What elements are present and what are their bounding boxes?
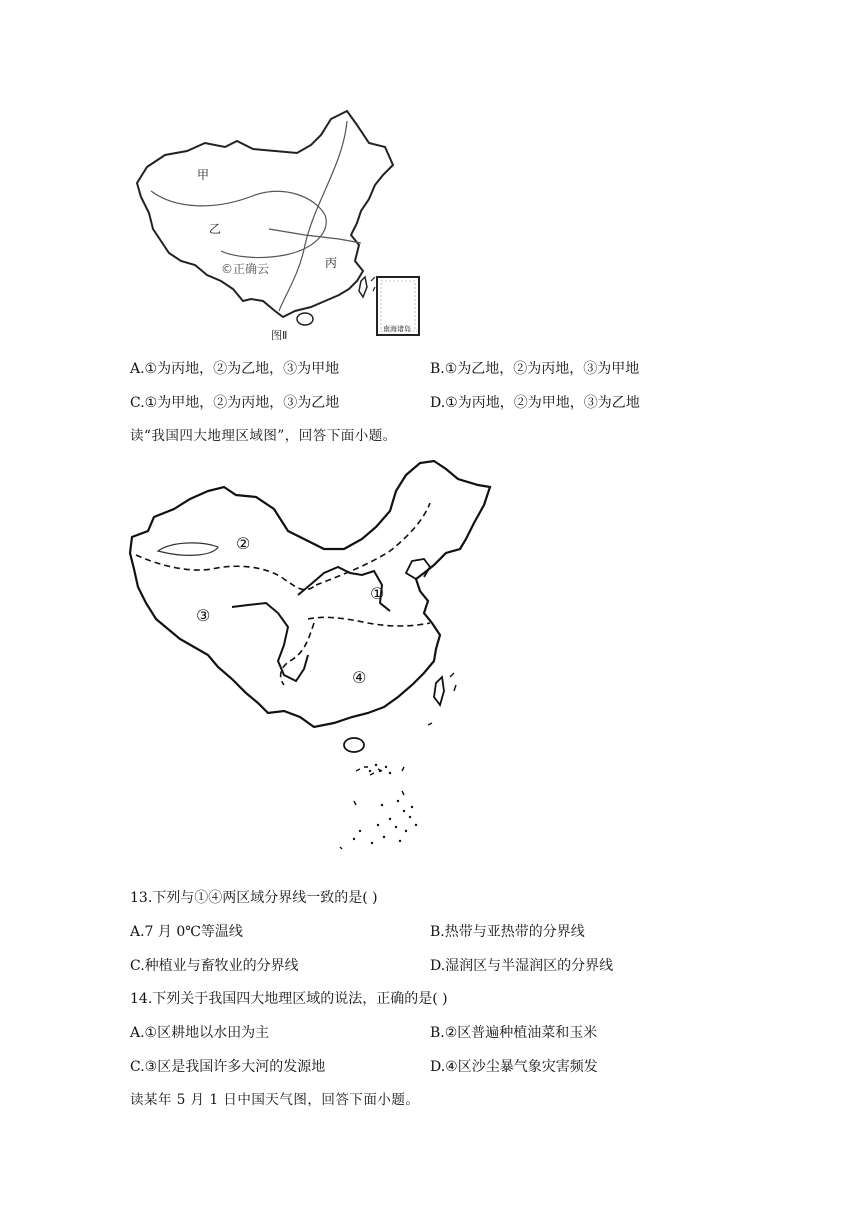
region-label-2: ② [236, 534, 251, 553]
q12-option-a: A.①为丙地，②为乙地，③为甲地 [130, 361, 340, 377]
q13-stem: 13.下列与①④两区域分界线一致的是( ) [130, 890, 378, 906]
map1-taiwan [359, 277, 367, 297]
q14-option-c: C.③区是我国许多大河的发源地 [130, 1059, 326, 1075]
q12-option-d: D.①为丙地，②为甲地，③为乙地 [430, 395, 640, 411]
map1-boundary-yi-loop [221, 215, 326, 258]
map2-dashed-northeast [316, 503, 430, 585]
map1-boundary-north-south [269, 229, 361, 243]
label-jia: 甲 [197, 168, 210, 182]
map2-taiwan [434, 677, 444, 705]
q12-option-c: C.①为甲地，②为丙地，③为乙地 [130, 395, 340, 411]
map2-bohai-coast [406, 559, 430, 579]
q14-stem: 14.下列关于我国四大地理区域的说法，正确的是( ) [130, 991, 448, 1007]
map2-boundary-qingzang [232, 603, 308, 681]
map2-tarim-basin [158, 543, 218, 555]
q14-option-b: B.②区普遍种植油菜和玉米 [430, 1025, 598, 1041]
map1-boundary-jia-yi [151, 191, 325, 215]
region-label-3: ③ [196, 606, 211, 625]
map2-hainan [344, 738, 364, 752]
map1-caption: 图Ⅱ [271, 329, 288, 342]
map1-hainan [297, 313, 313, 325]
south-china-sea-islands [353, 764, 417, 844]
q14-option-d: D.④区沙尘暴气象灾害频发 [430, 1059, 598, 1075]
q14-option-a: A.①区耕地以水田为主 [130, 1025, 270, 1041]
q13-option-b: B.热带与亚热带的分界线 [430, 924, 585, 940]
inset-label: 南海诸岛 [383, 325, 411, 333]
map1-outline [137, 111, 393, 317]
intro-four-regions: 读“我国四大地理区域图”，回答下面小题。 [130, 428, 397, 444]
q12-option-b: B.①为乙地，②为丙地，③为甲地 [430, 361, 640, 377]
map2-dashed-2-3 [136, 555, 316, 590]
map1-boundary-east-west [279, 121, 347, 311]
label-bing: 丙 [325, 256, 338, 270]
china-map-four-regions [128, 455, 500, 855]
map2-dashed-1-4 [308, 617, 430, 626]
region-label-1: ① [370, 584, 385, 603]
intro-weather-map: 读某年 5 月 1 日中国天气图，回答下面小题。 [130, 1092, 420, 1108]
region-label-4: ④ [352, 668, 367, 687]
q13-option-a: A.7 月 0℃等温线 [130, 924, 243, 940]
china-map-three-regions [125, 105, 430, 345]
q13-option-d: D.湿润区与半湿润区的分界线 [430, 958, 614, 974]
q13-option-c: C.种植业与畜牧业的分界线 [130, 958, 299, 974]
map2-islands [356, 673, 456, 775]
map1-watermark: ©正确云 [221, 262, 270, 276]
label-yi: 乙 [209, 222, 222, 236]
